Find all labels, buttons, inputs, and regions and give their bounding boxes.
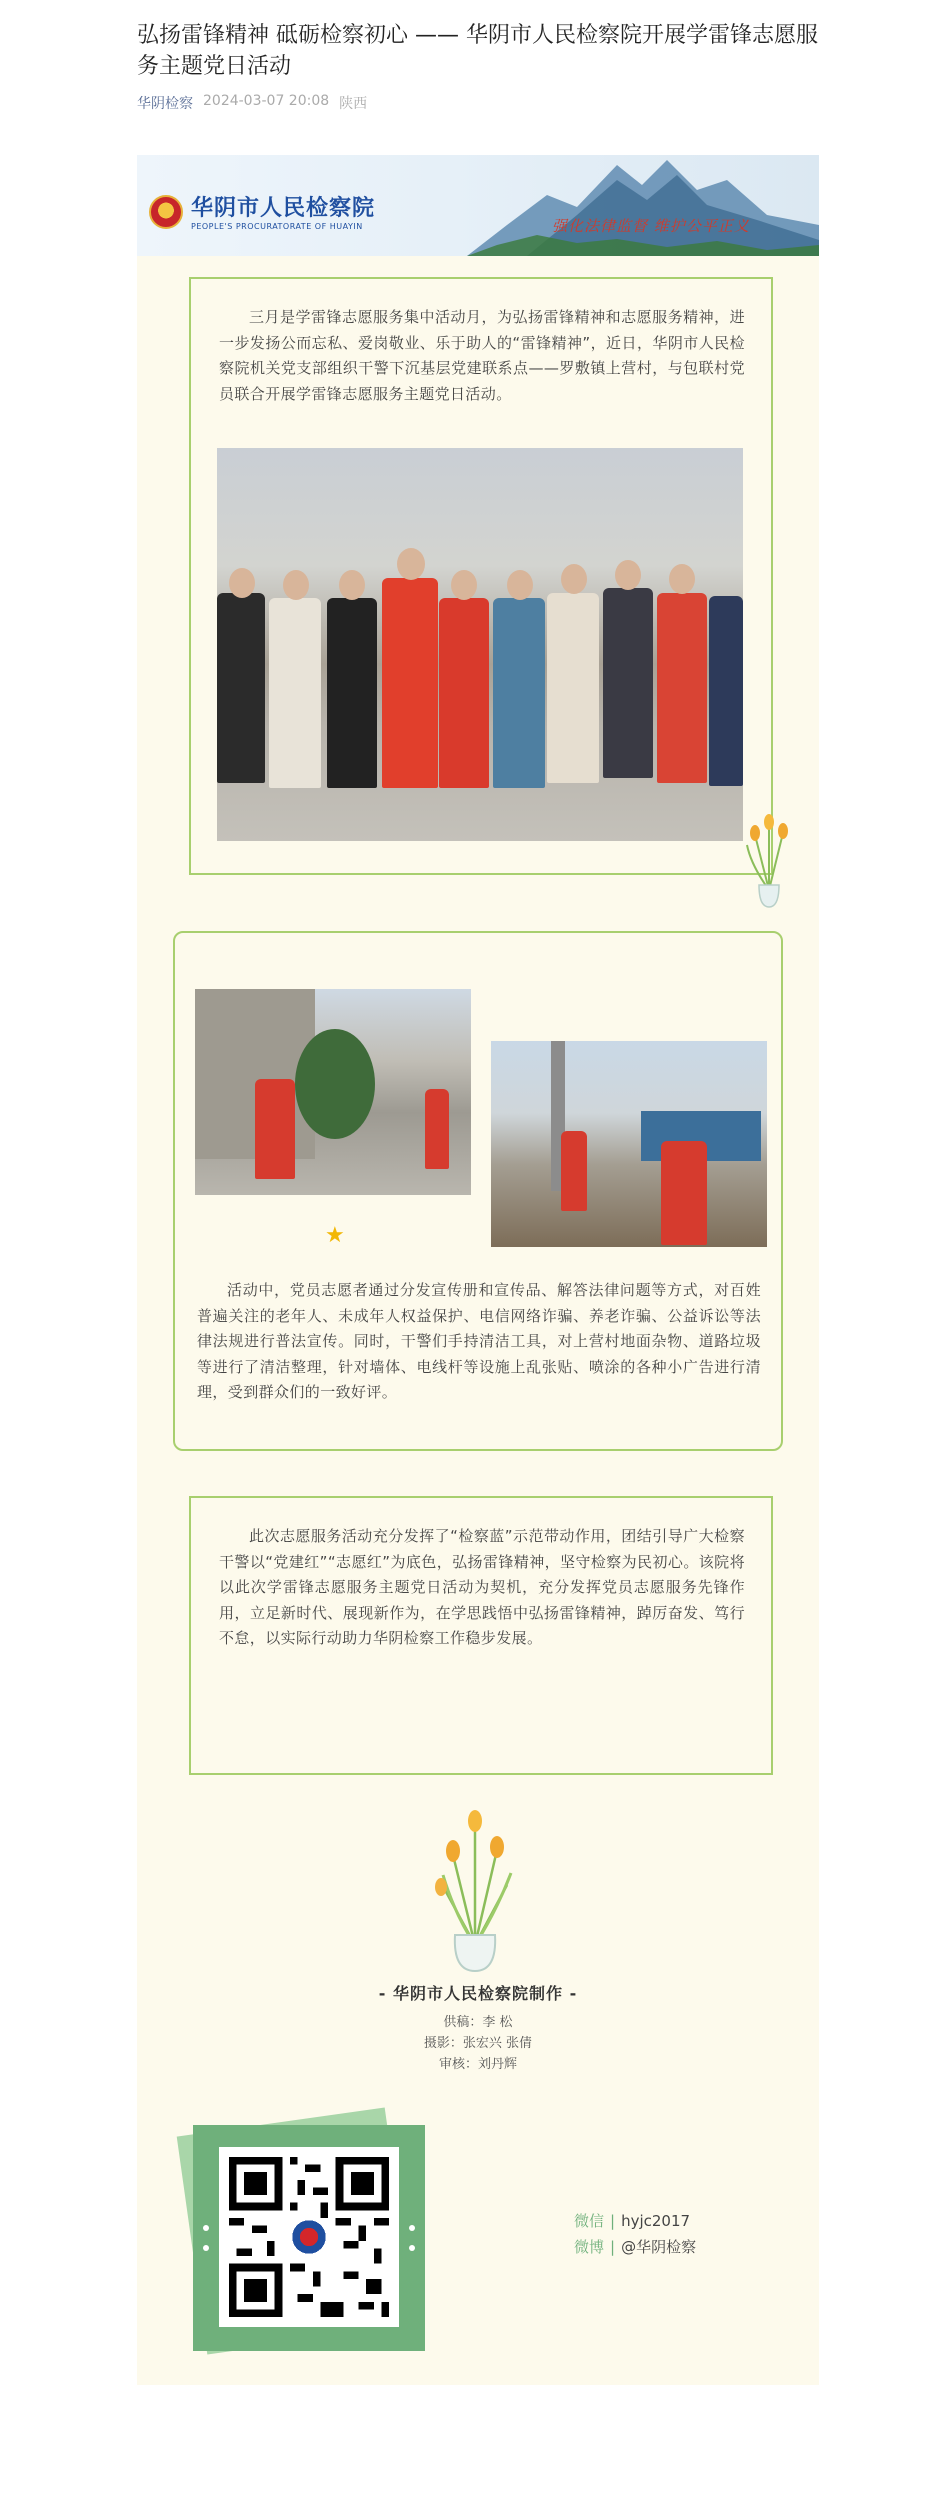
cleanup-photo-right [491,1041,767,1247]
weibo-row: 微博 | @华阴检察 [574,2238,697,2256]
photo-head [615,560,641,590]
procuratorate-emblem-icon [149,195,183,229]
credits-supply: 供稿：李 松 [443,2015,513,2030]
banner-org-name: 华阴市人民检察院 [191,195,376,221]
header-banner [137,155,819,256]
credits-block [137,1981,819,2075]
qr-code[interactable] [219,2147,399,2327]
banner-english-name: PEOPLE'S PROCURATORATE OF HUAYIN [191,222,363,231]
photo-head [451,570,477,600]
credits-title: - 华阴市人民检察院制作 - [378,1984,578,2003]
photo-head [229,568,255,598]
credits-photographer: 摄影：张宏兴 张倩 [423,2036,533,2051]
wechat-label: 微信 [574,2212,605,2230]
article-body [137,155,819,2385]
publish-location: 陕西 [339,96,368,112]
paragraph-summary: 此次志愿服务活动充分发挥了“检察蓝”示范带动作用，团结引导广大检察干警以“党建红”“志愿红”为底色，弘扬雷锋精神，坚守检察为民初心。该院将以此次学雷锋志愿服务主题党日活动为契机，充分发挥党员志愿服务先锋作用，立足新时代、展现新作为，在学思践悟中弘扬雷锋精神，踔厉奋发、笃行不怠，以实际行动助力华阴检察工作稳步发展。 [219,1527,745,1647]
flower-vase-icon [425,1795,525,1975]
cleanup-photo-left [195,989,471,1195]
publish-datetime: 2024-03-07 20:08 [203,93,330,109]
section-activities [173,931,783,1451]
photo-head [507,570,533,600]
section-summary [189,1496,773,1775]
article-title: 弘扬雷锋精神 砥砺检察初心 —— 华阴市人民检察院开展学雷锋志愿服务主题党日活动 [137,23,818,79]
qr-code-card [181,2115,441,2365]
photo-person [661,1141,707,1245]
photo-head [283,570,309,600]
star-icon: ★ [325,1223,345,1248]
photo-person [603,588,653,778]
mountain-illustration [467,155,819,256]
photo-person [327,598,377,788]
photo-head [339,570,365,600]
photo-person [709,596,743,786]
banner-slogan: 强化法律监督 维护公平正义 [552,217,750,235]
photo-person [547,593,599,783]
photo-head [397,548,425,580]
article-meta [137,93,367,113]
account-name-link[interactable]: 华阴检察 [137,96,193,112]
photo-head [669,564,695,594]
weibo-handle[interactable]: @华阴检察 [621,2238,697,2256]
paragraph-activities: 活动中，党员志愿者通过分发宣传册和宣传品、解答法律问题等方式，对百姓普遍关注的老年人、未成年人权益保护、电信网络诈骗、养老诈骗、公益诉讼等法律法规进行普法宣传。同时，干警们手持清洁工具，对上营村地面杂物、道路垃圾等进行了清洁整理，针对墙体、电线杆等设施上乱张贴、喷涂的各种小广告进行清理，受到群众们的一致好评。 [197,1281,761,1401]
photo-person [493,598,545,788]
contact-info [574,2208,696,2260]
wechat-row: 微信 | hyjc2017 [574,2212,691,2230]
photo-head [561,564,587,594]
group-photo [217,448,743,841]
photo-person [269,598,321,788]
paragraph-intro: 三月是学雷锋志愿服务集中活动月，为弘扬雷锋精神和志愿服务精神，进一步发扬公而忘私、爱岗敬业、乐于助人的“雷锋精神”，近日，华阴市人民检察院机关党支部组织干警下沉基层党建联系点——罗敷镇上营村，与包联村党员联合开展学雷锋志愿服务主题党日活动。 [219,308,745,403]
photo-person [382,578,438,788]
photo-person [425,1089,449,1169]
weibo-label: 微博 [574,2238,605,2256]
photo-person [657,593,707,783]
qr-code-icon [229,2157,389,2317]
section-intro [189,277,773,875]
credits-reviewer: 审核：刘丹辉 [438,2057,517,2072]
photo-person [255,1079,295,1179]
wechat-id[interactable]: hyjc2017 [621,2212,691,2230]
photo-person [217,593,265,783]
flower-vase-icon [741,795,797,910]
photo-person [439,598,489,788]
photo-person [561,1131,587,1211]
